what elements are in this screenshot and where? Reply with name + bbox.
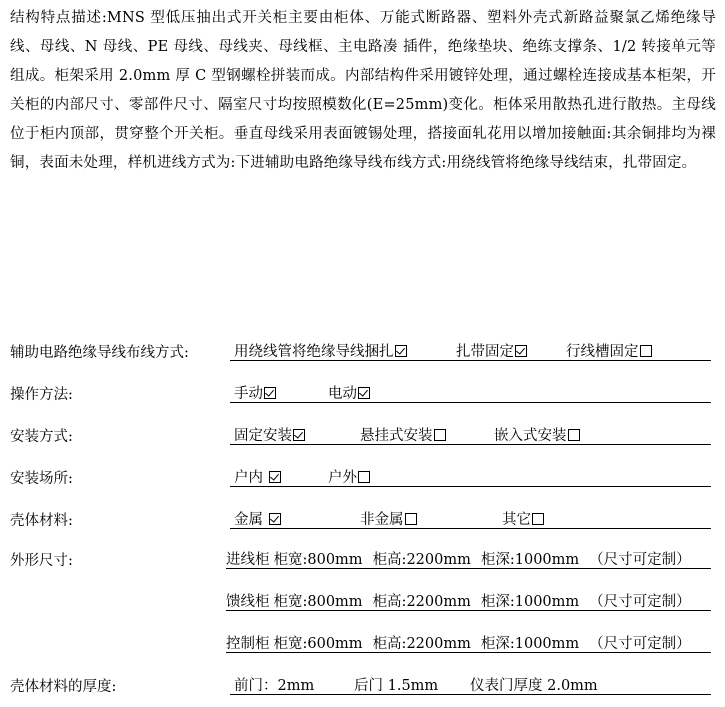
installation-location-field bbox=[230, 464, 711, 487]
operation-method-label: 操作方法: bbox=[10, 387, 73, 403]
thickness-label: 壳体材料的厚度: bbox=[10, 679, 117, 695]
row-installation-method bbox=[0, 422, 725, 448]
feeder-cabinet-field bbox=[226, 588, 711, 611]
row-dimensions-control bbox=[0, 630, 725, 656]
installation-location-label: 安装场所: bbox=[10, 471, 73, 487]
panel-door-thickness: 仪表门厚度 2.0mm bbox=[470, 678, 598, 694]
row-dimensions-incoming bbox=[0, 546, 725, 572]
cabinet-name: 进线柜 bbox=[226, 552, 270, 568]
checkbox-unchecked-icon[interactable] bbox=[405, 513, 417, 525]
cabinet-name: 馈线柜 bbox=[226, 594, 270, 610]
checkbox-checked-icon[interactable] bbox=[395, 345, 407, 357]
cabinet-note: （尺寸可定制） bbox=[589, 594, 691, 610]
incoming-cabinet-field bbox=[226, 546, 711, 569]
control-cabinet-field bbox=[226, 630, 711, 653]
option-embedded-install[interactable]: 嵌入式安装 bbox=[494, 424, 580, 445]
cabinet-depth: 柜深:1000mm bbox=[480, 636, 580, 652]
checkbox-unchecked-icon[interactable] bbox=[640, 345, 652, 357]
option-trunking-fixed[interactable]: 行线槽固定 bbox=[566, 340, 652, 361]
cabinet-depth: 柜深:1000mm bbox=[480, 552, 580, 568]
operation-method-field bbox=[230, 380, 711, 403]
cabinet-note: （尺寸可定制） bbox=[589, 636, 691, 652]
checkbox-checked-icon[interactable] bbox=[293, 429, 305, 441]
checkbox-checked-icon[interactable] bbox=[264, 387, 276, 399]
option-tie-fixed[interactable]: 扎带固定 bbox=[456, 340, 527, 361]
option-hanging-install[interactable]: 悬挂式安装 bbox=[360, 424, 446, 445]
cabinet-depth: 柜深:1000mm bbox=[480, 594, 580, 610]
checkbox-checked-icon[interactable] bbox=[358, 387, 370, 399]
wiring-method-field bbox=[230, 338, 711, 361]
cabinet-height: 柜高:2200mm bbox=[372, 636, 471, 652]
option-manual[interactable]: 手动 bbox=[234, 382, 276, 403]
option-electric[interactable]: 电动 bbox=[328, 382, 370, 403]
checkbox-unchecked-icon[interactable] bbox=[434, 429, 446, 441]
structure-description: 结构特点描述:MNS 型低压抽出式开关柜主要由柜体、万能式断路器、塑料外壳式新路益聚氯乙烯绝缘导线、母线、N 母线、PE 母线、母线夹、母线框、主电路凑 插件，绝缘垫块、绝练支撑条、1/2 转接单元等组成。柜架采用 2.0mm 厚 C 型钢螺栓拼装而成。内部结构件采用镀锌处理，通过螺栓连接成基本柜架，开关柜的内部尺寸、零部件尺寸、隔室尺寸均按照模数化(E=25mm)变化。柜体采用散热孔进行散热。主母线位于柜内顶部，贯穿整个开关柜。垂直母线采用表面镀锡处理，搭接面轧花用以增加接触面:其余铜排均为裸铜，表面未处理，样机进线方式为:下进辅助电路绝缘导线布线方式:用绕线管将绝缘导线结束，扎带固定。 bbox=[10, 10, 716, 171]
checkbox-unchecked-icon[interactable] bbox=[358, 471, 370, 483]
checkbox-unchecked-icon[interactable] bbox=[532, 513, 544, 525]
shell-material-field bbox=[230, 506, 711, 529]
row-thickness bbox=[0, 672, 725, 698]
cabinet-width: 柜宽:800mm bbox=[273, 594, 363, 610]
wiring-method-label: 辅助电路绝缘导线布线方式: bbox=[10, 345, 189, 361]
option-fixed-install[interactable]: 固定安装 bbox=[234, 424, 305, 445]
option-metal[interactable]: 金属 bbox=[234, 508, 281, 529]
installation-method-field bbox=[230, 422, 711, 445]
back-door-thickness: 后门 1.5mm bbox=[354, 678, 439, 694]
front-door-thickness: 前门：2mm bbox=[234, 678, 315, 694]
row-shell-material bbox=[0, 506, 725, 532]
checkbox-checked-icon[interactable] bbox=[269, 471, 281, 483]
cabinet-height: 柜高:2200mm bbox=[372, 552, 471, 568]
cabinet-height: 柜高:2200mm bbox=[372, 594, 471, 610]
checkbox-unchecked-icon[interactable] bbox=[568, 429, 580, 441]
option-non-metal[interactable]: 非金属 bbox=[360, 508, 417, 529]
row-operation-method bbox=[0, 380, 725, 406]
shell-material-label: 壳体材料: bbox=[10, 513, 73, 529]
row-dimensions-feeder bbox=[0, 588, 725, 614]
cabinet-width: 柜宽:800mm bbox=[273, 552, 363, 568]
row-installation-location bbox=[0, 464, 725, 490]
cabinet-name: 控制柜 bbox=[226, 636, 270, 652]
checkbox-checked-icon[interactable] bbox=[515, 345, 527, 357]
checkbox-checked-icon[interactable] bbox=[269, 513, 281, 525]
dimensions-label: 外形尺寸: bbox=[10, 553, 73, 569]
option-other[interactable]: 其它 bbox=[502, 508, 544, 529]
option-outdoor[interactable]: 户外 bbox=[328, 466, 370, 487]
thickness-field bbox=[230, 672, 711, 695]
row-wiring-method bbox=[0, 338, 725, 364]
installation-method-label: 安装方式: bbox=[10, 429, 73, 445]
option-indoor[interactable]: 户内 bbox=[234, 466, 281, 487]
cabinet-width: 柜宽:600mm bbox=[273, 636, 363, 652]
option-wire-tube[interactable]: 用绕线管将绝缘导线捆扎 bbox=[234, 340, 407, 361]
cabinet-note: （尺寸可定制） bbox=[589, 552, 691, 568]
